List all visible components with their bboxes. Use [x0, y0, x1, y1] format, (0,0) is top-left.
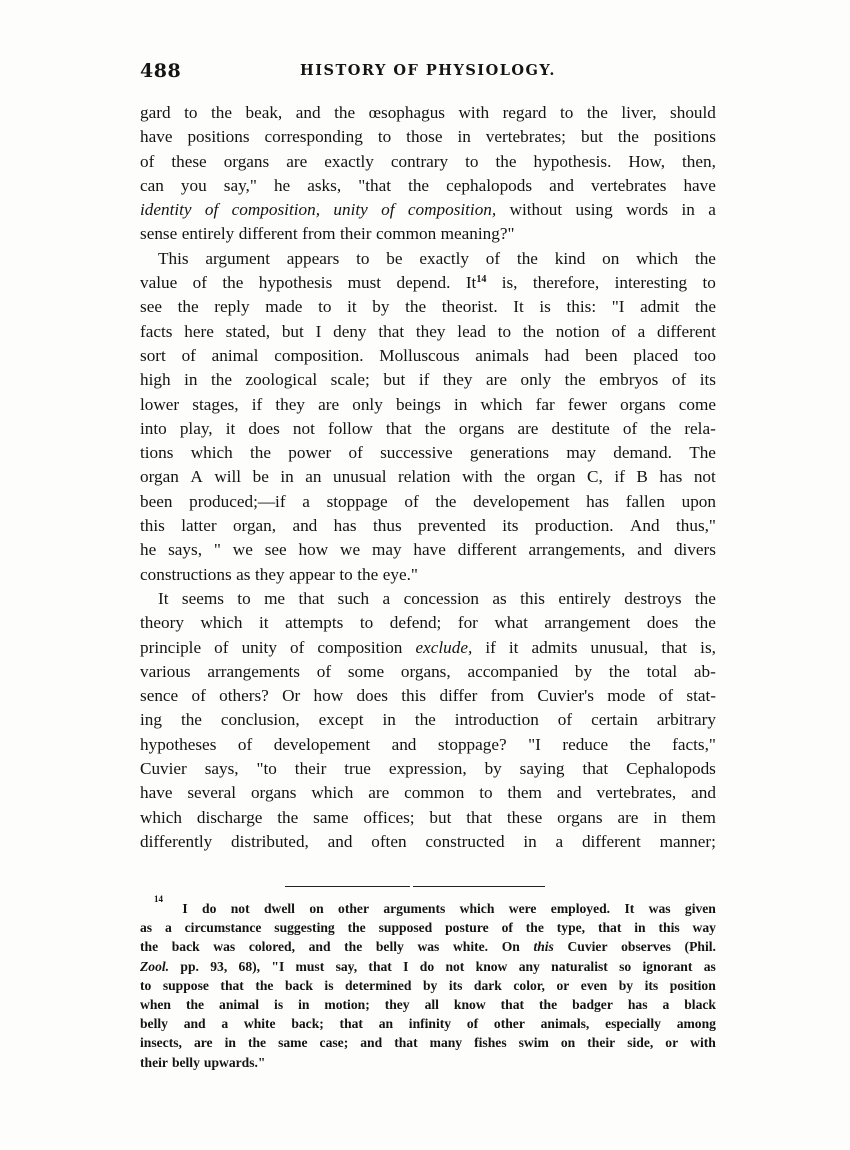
footnote-separator-right [413, 886, 545, 887]
footnote-line: the back was colored, and the belly was white. On this Cuvier observes (Phil. [140, 939, 716, 955]
body-text-line: tions which the power of successive generations may demand. The [140, 443, 716, 463]
body-text-line: which discharge the same offices; but that these organs are in them [140, 807, 716, 827]
body-text-line: can you say," he asks, "that the cephalopods and vertebrates have [140, 175, 716, 195]
body-text-line: have positions corresponding to those in vertebrates; but the positions [140, 127, 716, 147]
footnote [140, 894, 716, 1072]
footnote-line: their belly upwards." [140, 1054, 266, 1070]
body-text-line: lower stages, if they are only beings in which far fewer organs come [140, 394, 716, 414]
body-text-line: It seems to me that such a concession as this entirely destroys the [158, 588, 716, 608]
body-text-line: differently distributed, and often constructed in a different manner; [140, 831, 716, 851]
running-head: HISTORY OF PHYSIOLOGY. [300, 62, 556, 79]
footnote-line: 14 I do not dwell on other arguments which were employed. It was given [140, 899, 716, 918]
body-text-line: sense entirely different from their common meaning?" [140, 224, 515, 244]
body-text-line: this latter organ, and has thus prevented its production. And thus," [140, 516, 716, 536]
body-text-line: into play, it does not follow that the organs are destitute of the rela- [140, 418, 716, 438]
body-text-line: hypotheses of developement and stoppage? "I reduce the facts," [140, 734, 716, 754]
body-text-line: constructions as they appear to the eye." [140, 564, 418, 584]
body-text-line: gard to the beak, and the œsophagus with regard to the liver, should [140, 103, 716, 122]
body-text-line: identity of composition, unity of composition, without using words in a [140, 200, 716, 220]
body-text-line: high in the zoological scale; but if they are only the embryos of its [140, 370, 716, 390]
body-text-line: have several organs which are common to them and vertebrates, and [140, 783, 716, 803]
body-text-line: he says, " we see how we may have different arrangements, and divers [140, 540, 716, 560]
page-header [140, 60, 716, 86]
footnote-line: Zool. pp. 93, 68), "I must say, that I do not know any naturalist so ignorant as [140, 958, 716, 974]
body-text-line: organ A will be in an unusual relation with the organ C, if B has not [140, 467, 716, 487]
body-text-line: value of the hypothesis must depend. It14 is, therefore, interesting to [140, 273, 716, 293]
footnote-line: belly and a white back; that an infinity of other animals, especially among [140, 1016, 716, 1032]
body-text-line: been produced;—if a stoppage of the developement has fallen upon [140, 491, 716, 511]
body-text-line: This argument appears to be exactly of the kind on which the [158, 248, 716, 268]
footnote-separator-left [285, 886, 410, 887]
footnote-line: as a circumstance suggesting the supposed posture of the type, that in this way [140, 920, 716, 936]
footnote-marker: 14 [154, 894, 163, 904]
body-text-line: of these organs are exactly contrary to the hypothesis. How, then, [140, 151, 716, 171]
body-text-line: Cuvier says, "to their true expression, by saying that Cephalopods [140, 759, 716, 779]
body-text-line: see the reply made to it by the theorist. It is this: "I admit the [140, 297, 716, 317]
body-text [140, 101, 716, 854]
body-text-line: sort of animal composition. Molluscous animals had been placed too [140, 345, 716, 365]
footnote-line: when the animal is in motion; they all know that the badger has a black [140, 996, 716, 1012]
body-text-line: sence of others? Or how does this differ from Cuvier's mode of stat- [140, 686, 716, 706]
body-text-line: various arrangements of some organs, accompanied by the total ab- [140, 661, 716, 681]
body-text-line: theory which it attempts to defend; for what arrangement does the [140, 613, 716, 633]
page-number: 488 [140, 60, 182, 82]
footnote-line: to suppose that the back is determined by its dark color, or even by its position [140, 977, 716, 993]
body-text-line: ing the conclusion, except in the introduction of certain arbitrary [140, 710, 716, 730]
footnote-line: insects, are in the same case; and that many fishes swim on their side, or with [140, 1035, 716, 1051]
body-text-line: principle of unity of composition exclude, if it admits unusual, that is, [140, 637, 716, 657]
body-text-line: facts here stated, but I deny that they lead to the notion of a different [140, 321, 716, 341]
